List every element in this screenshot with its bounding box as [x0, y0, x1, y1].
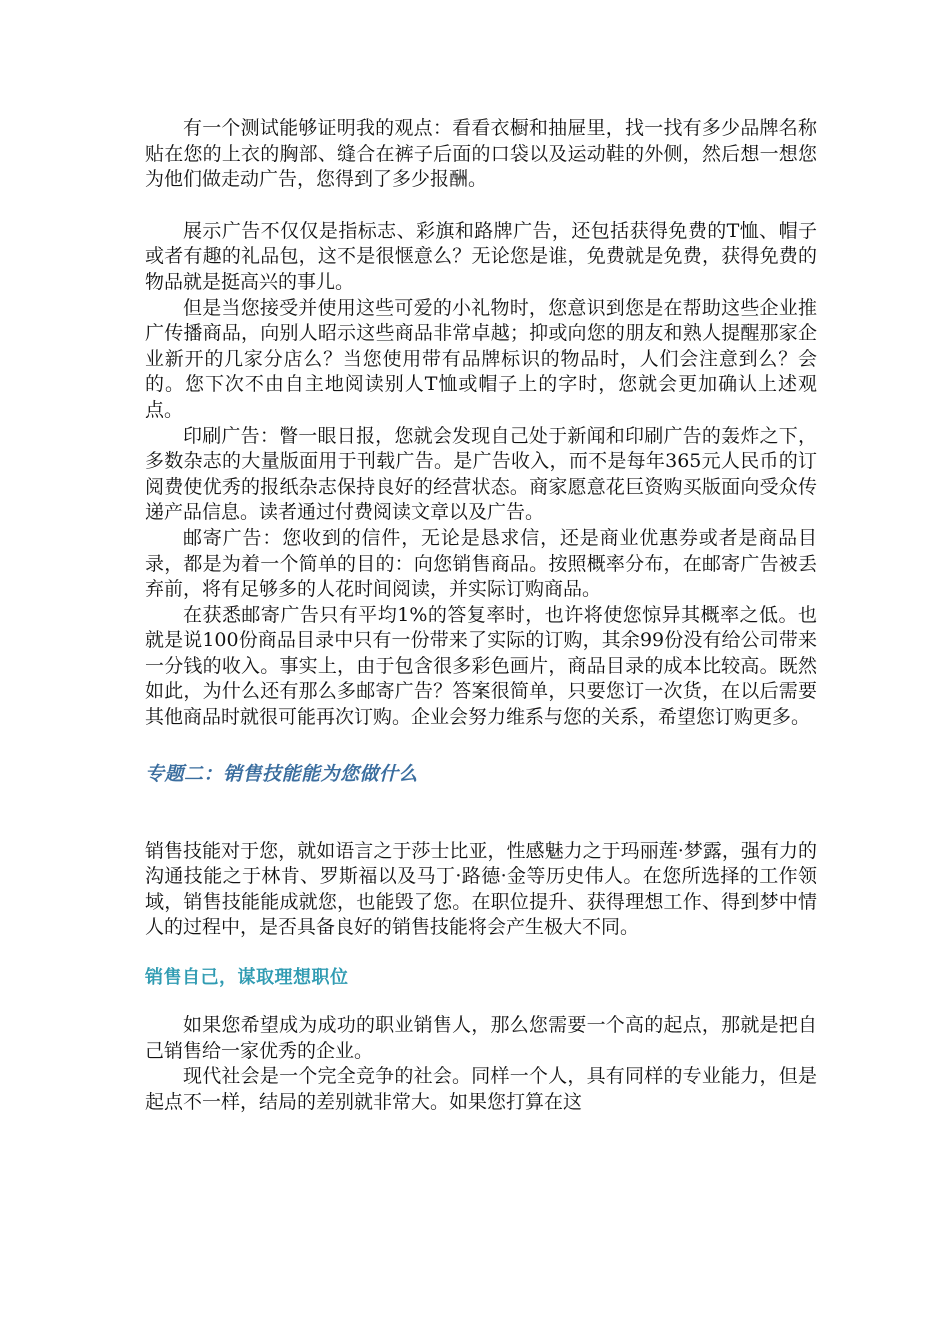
body-paragraph: 印刷广告：瞥一眼日报，您就会发现自己处于新闻和印刷广告的轰炸之下，多数杂志的大量版面用于刊载广告。是广告收入，而不是每年365元人民币的订阅费使优秀的报纸杂志保持良好的经营状态。商家愿意花巨资购买版面向受众传递产品信息。读者通过付费阅读文章以及广告。	[145, 424, 817, 524]
document-page	[145, 116, 817, 1115]
section-spacer	[145, 731, 817, 761]
topic-heading: 专题二：销售技能能为您做什么	[145, 762, 419, 785]
section-spacer	[145, 991, 817, 1013]
section-spacer	[145, 787, 817, 839]
body-paragraph: 邮寄广告：您收到的信件，无论是恳求信，还是商业优惠券或者是商品目录，都是为着一个简单的目的：向您销售商品。按照概率分布，在邮寄广告被丢弃前，将有足够多的人花时间阅读，并实际订购商品。	[145, 526, 817, 601]
section-heading: 销售自己，谋取理想职位	[145, 967, 349, 989]
body-paragraph: 如果您希望成为成功的职业销售人，那么您需要一个高的起点，那就是把自己销售给一家优秀的企业。	[145, 1014, 817, 1062]
body-paragraph: 但是当您接受并使用这些可爱的小礼物时，您意识到您是在帮助这些企业推广传播商品，向别人昭示这些商品非常卓越；抑或向您的朋友和熟人提醒那家企业新开的几家分店么？当您使用带有品牌标识的物品时，人们会注意到么？会的。您下次不由自主地阅读别人T恤或帽子上的字时，您就会更加确认上述观点。	[145, 296, 817, 421]
topic-paragraph: 销售技能对于您，就如语言之于莎士比亚，性感魅力之于玛丽莲·梦露，强有力的沟通技能之于林肯、罗斯福以及马丁·路德·金等历史伟人。在您所选择的工作领域，销售技能能成就您，也能毁了您。在职位提升、获得理想工作、得到梦中情人的过程中，是否具备良好的销售技能将会产生极大不同。	[145, 839, 817, 939]
paragraph-spacer	[145, 193, 817, 219]
body-paragraph: 有一个测试能够证明我的观点：看看衣橱和抽屉里，找一找有多少品牌名称贴在您的上衣的胸部、缝合在裤子后面的口袋以及运动鞋的外侧，然后想一想您为他们做走动广告，您得到了多少报酬。	[145, 117, 817, 191]
section-spacer	[145, 941, 817, 965]
body-paragraph: 展示广告不仅仅是指标志、彩旗和路牌广告，还包括获得免费的T恤、帽子或者有趣的礼品包，这不是很惬意么？无论您是谁，免费就是免费，获得免费的物品就是挺高兴的事儿。	[145, 219, 817, 293]
body-paragraph: 现代社会是一个完全竞争的社会。同样一个人，具有同样的专业能力，但是起点不一样，结局的差别就非常大。如果您打算在这	[145, 1065, 817, 1113]
body-paragraph: 在获悉邮寄广告只有平均1%的答复率时，也许将使您惊异其概率之低。也就是说100份商品目录中只有一份带来了实际的订购，其余99份没有给公司带来一分钱的收入。事实上，由于包含很多彩色画片，商品目录的成本比较高。既然如此，为什么还有那么多邮寄广告？答案很简单，只要您订一次货，在以后需要其他商品时就很可能再次订购。企业会努力维系与您的关系，希望您订购更多。	[145, 603, 817, 729]
